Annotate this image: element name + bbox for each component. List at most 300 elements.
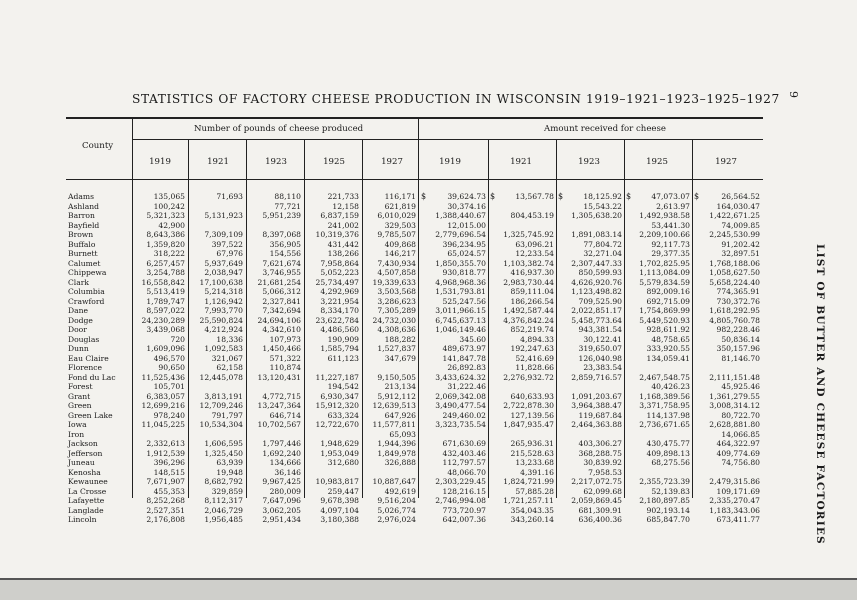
amount-cell: 774,365.91: [716, 287, 760, 296]
county-name: Florence: [68, 363, 103, 372]
year-header-rule: [66, 179, 763, 180]
pounds-cell: 5,052,223: [320, 268, 359, 277]
amount-cell: [426, 430, 486, 440]
pounds-cell: 7,342,694: [262, 306, 301, 315]
amount-cell: 2,059,869.45: [571, 496, 622, 505]
county-name: Columbia: [68, 287, 105, 296]
amount-cell: 2,355,723.39: [639, 477, 690, 486]
amount-cell: 409,774.69: [716, 448, 760, 458]
pounds-cell: 1,585,794: [320, 344, 359, 353]
county-name: Clark: [68, 277, 89, 287]
pounds-cell: 4,772,715: [262, 391, 301, 401]
amount-cell: 430,475.77: [646, 439, 690, 448]
amount-cell: 636,400.36: [578, 515, 622, 524]
amount-cell: [632, 468, 690, 478]
amount-cell: 2,983,730.44: [503, 277, 554, 287]
amount-cell: 63,096.21: [515, 239, 554, 249]
amount-cell: 416,937.30: [510, 268, 554, 277]
year-header: 1925: [646, 157, 668, 167]
pounds-cell: 5,066,312: [262, 287, 301, 296]
amount-cell: 2,180,897.85: [639, 496, 690, 505]
amount-cell: 2,111,151.48: [709, 372, 760, 382]
pounds-cell: 135,065: [153, 192, 185, 201]
amount-cell: 850,599.93: [578, 268, 622, 277]
amount-cell: 1,702,825.95: [639, 258, 690, 268]
amount-cell: 5,458,773.64: [571, 315, 622, 325]
county-name: Door: [68, 325, 87, 334]
amount-cell: 2,335,270.47: [709, 496, 760, 505]
pounds-cell: 8,112,317: [204, 496, 243, 505]
amount-cell: 1,058,627.50: [709, 268, 760, 277]
year-header: 1921: [510, 157, 532, 167]
pounds-cell: 90,650: [158, 363, 185, 372]
pounds-cell: 24,732,030: [372, 315, 416, 325]
amount-cell: 1,618,292.95: [709, 306, 760, 315]
amount-cell: 2,307,447.33: [571, 258, 622, 268]
amount-cell: [496, 430, 554, 440]
pounds-cell: 397,522: [211, 239, 243, 249]
pounds-cell: 107,973: [269, 334, 301, 344]
amount-cell: 52,139.83: [651, 486, 690, 496]
amount-cell: 29,377.35: [651, 249, 690, 258]
amount-cell: 368,288.75: [578, 448, 622, 458]
pounds-cell: 11,525,436: [141, 372, 185, 382]
pounds-cell: 3,439,068: [146, 325, 185, 334]
pounds-cell: 1,450,466: [262, 344, 301, 353]
amount-cell: 2,209,100.66: [639, 230, 690, 239]
pounds-cell: [305, 430, 359, 440]
amount-cell: 403,306.27: [578, 439, 622, 448]
pounds-cell: 2,951,434: [262, 515, 301, 524]
amount-cell: 6,745,637.13: [435, 315, 486, 325]
dollar-sign: $: [694, 192, 700, 201]
pounds-cell: 5,131,923: [204, 211, 243, 220]
amount-cell: 3,433,624.32: [435, 372, 486, 382]
dollar-sign: $: [558, 192, 564, 201]
dollar-sign: $: [626, 192, 632, 201]
pounds-cell: 4,097,104: [320, 505, 359, 515]
amount-cell: 26,564.52: [721, 192, 760, 201]
group-divider: [418, 117, 419, 498]
page-title: STATISTICS OF FACTORY CHEESE PRODUCTION IN WISCONSIN 1919–1921–1923–1925–1927: [132, 92, 780, 106]
year-header: 1919: [439, 157, 461, 167]
amount-cell: 640,633.93: [510, 391, 554, 401]
amount-cell: 1,824,721.99: [503, 477, 554, 486]
pounds-cell: 6,010,029: [377, 211, 416, 220]
pounds-cell: 8,397,068: [262, 230, 301, 239]
pounds-cell: 1,849,978: [377, 448, 416, 458]
amount-cell: 2,069,342.08: [435, 391, 486, 401]
amount-cell: [496, 221, 554, 231]
pounds-cell: 12,445,078: [199, 372, 243, 382]
pounds-cell: 9,150,505: [377, 372, 416, 382]
pounds-cell: 356,905: [269, 239, 301, 249]
amount-cell: 1,847,935.47: [503, 420, 554, 429]
amount-cell: 343,260.14: [510, 515, 554, 524]
pounds-cell: 347,679: [384, 353, 416, 363]
county-name: Crawford: [68, 296, 105, 306]
amount-cell: 12,015.00: [447, 220, 486, 230]
county-name: Green: [68, 401, 92, 410]
amount-cell: 928,611.92: [646, 325, 690, 334]
pounds-cell: [363, 468, 416, 478]
county-name: Douglas: [68, 334, 100, 344]
pounds-cell: 134,666: [269, 458, 301, 467]
amount-cell: 65,024.57: [447, 249, 486, 258]
pounds-cell: 7,621,674: [262, 258, 301, 268]
pounds-cell: 1,948,629: [320, 439, 359, 448]
amount-cell: 81,146.70: [721, 353, 760, 363]
amount-cell: 432,403.46: [442, 448, 486, 458]
pounds-cell: 241,002: [327, 220, 359, 230]
amount-cell: 192,247.63: [510, 344, 554, 353]
county-name: Dane: [68, 306, 89, 315]
pounds-cell: 4,292,969: [320, 287, 359, 296]
year-header: 1927: [381, 157, 403, 167]
amount-1923-column: [564, 192, 622, 525]
pounds-cell: 646,714: [269, 410, 301, 420]
pounds-cell: 100,242: [153, 201, 185, 211]
pounds-cell: 65,093: [389, 429, 416, 439]
pounds-cell: [189, 430, 243, 440]
amount-cell: 930,818.77: [442, 268, 486, 277]
amount-cell: 114,137.98: [646, 410, 690, 420]
amount-cell: 1,768,188.06: [709, 258, 760, 268]
amount-cell: 3,011,966.15: [435, 306, 486, 315]
amount-cell: 128,216.15: [442, 486, 486, 496]
pounds-cell: 10,702,567: [257, 420, 301, 429]
pounds-1921-column: [189, 192, 243, 525]
pounds-cell: 19,339,633: [372, 277, 416, 287]
county-name: Chippewa: [68, 268, 107, 277]
amount-cell: 4,626,920.76: [571, 277, 622, 287]
pounds-cell: 2,332,613: [146, 439, 185, 448]
amount-cell: 1,754,869.99: [639, 306, 690, 315]
pounds-cell: [132, 430, 185, 440]
pounds-cell: 19,948: [216, 467, 243, 477]
amount-cell: 943,381.54: [578, 325, 622, 334]
amount-cell: 13,567.78: [515, 192, 554, 201]
amount-cell: 673,411.77: [716, 515, 760, 524]
pounds-cell: 11,227,187: [315, 372, 359, 382]
pounds-cell: 12,722,670: [315, 420, 359, 429]
county-name: Dodge: [68, 315, 93, 325]
pounds-cell: 88,110: [274, 192, 301, 201]
amount-cell: 249,460.02: [442, 410, 486, 420]
pounds-cell: 21,681,254: [257, 277, 301, 287]
pounds-cell: 188,282: [384, 334, 416, 344]
amount-cell: 1,492,938.58: [639, 211, 690, 220]
pounds-cell: 571,322: [269, 353, 301, 363]
pounds-cell: 1,527,837: [377, 344, 416, 353]
county-name: Adams: [68, 192, 94, 201]
amount-cell: 47,073.07: [651, 192, 690, 201]
county-name: Iowa: [68, 420, 87, 429]
amount-cell: [564, 221, 622, 231]
pounds-cell: 3,254,788: [146, 268, 185, 277]
pounds-group-header: Number of pounds of cheese produced: [194, 124, 364, 134]
amount-cell: 40,426.23: [651, 382, 690, 391]
pounds-cell: 1,944,396: [377, 439, 416, 448]
amount-cell: 685,847.70: [646, 515, 690, 524]
amount-cell: 2,859,716.57: [571, 372, 622, 382]
amount-cell: 2,276,932.72: [503, 372, 554, 382]
pounds-cell: 611,123: [327, 353, 359, 363]
amount-cell: 11,828.66: [515, 363, 554, 372]
amount-cell: 4,391.16: [520, 467, 554, 477]
county-name: Green Lake: [68, 410, 113, 420]
pounds-cell: 9,967,425: [262, 477, 301, 486]
county-name: Kenosha: [68, 467, 101, 477]
county-name: Bayfield: [68, 220, 100, 230]
pounds-cell: 2,527,351: [146, 505, 185, 515]
pounds-cell: 1,126,942: [204, 296, 243, 306]
amount-cell: 642,007.36: [442, 515, 486, 524]
pounds-cell: 1,092,583: [204, 344, 243, 353]
dollar-sign: $: [421, 192, 427, 201]
amount-cell: 32,897.51: [721, 249, 760, 258]
amount-1921-column: [496, 192, 554, 525]
amount-cell: 30,122.41: [583, 334, 622, 344]
county-name: Buffalo: [68, 239, 96, 249]
pounds-cell: 978,240: [153, 410, 185, 420]
county-name: Calumet: [68, 258, 101, 268]
pounds-cell: 326,888: [384, 458, 416, 467]
pounds-cell: 791,797: [211, 410, 243, 420]
amount-cell: 134,059.41: [646, 353, 690, 363]
amount-cell: 26,892.83: [447, 363, 486, 372]
amount-cell: [632, 363, 690, 373]
col-divider: [624, 139, 625, 498]
pounds-cell: 17,100,638: [199, 277, 243, 287]
pounds-cell: 5,912,112: [377, 391, 416, 401]
pounds-1927-column: [363, 192, 416, 525]
pounds-cell: 8,643,386: [146, 230, 185, 239]
pounds-cell: 318,222: [153, 249, 185, 258]
county-name: Jefferson: [68, 448, 103, 458]
amount-cell: 1,123,498.82: [571, 287, 622, 296]
pounds-cell: 3,180,388: [320, 515, 359, 524]
amount-cell: 32,271.04: [583, 249, 622, 258]
pounds-cell: 1,692,240: [262, 448, 301, 458]
amount-cell: 39,624.73: [447, 192, 486, 201]
amount-cell: 1,046,149.46: [435, 325, 486, 334]
pounds-cell: [247, 221, 301, 231]
amount-cell: [632, 430, 690, 440]
pounds-cell: 3,813,191: [204, 391, 243, 401]
amount-cell: 45,925.46: [721, 382, 760, 391]
pounds-cell: 11,577,811: [372, 420, 416, 429]
amount-cell: [700, 468, 760, 478]
pounds-cell: 329,503: [384, 220, 416, 230]
county-name: Brown: [68, 230, 94, 239]
amount-cell: 30,374.16: [447, 201, 486, 211]
county-name: Lafayette: [68, 496, 105, 505]
amount-cell: 109,171.69: [716, 486, 760, 496]
pounds-cell: 18,336: [216, 334, 243, 344]
county-name: Barron: [68, 211, 95, 220]
amount-cell: 5,579,834.59: [639, 277, 690, 287]
year-header: 1923: [578, 157, 600, 167]
pounds-cell: 77,721: [274, 201, 301, 211]
pounds-cell: 12,639,513: [372, 401, 416, 410]
amount-cell: 48,758.65: [651, 334, 690, 344]
amount-cell: 2,217,072.75: [571, 477, 622, 486]
side-title: LIST OF BUTTER AND CHEESE FACTORIES: [814, 244, 826, 545]
amount-cell: 464,322.97: [716, 439, 760, 448]
pounds-cell: 5,513,419: [146, 287, 185, 296]
amount-cell: 1,168,389.56: [639, 391, 690, 401]
amount-cell: 3,371,758.95: [639, 401, 690, 410]
col-divider: [556, 139, 557, 498]
pounds-cell: 105,701: [153, 382, 185, 391]
year-header: 1925: [323, 157, 345, 167]
year-header: 1919: [149, 157, 171, 167]
county-name: Grant: [68, 391, 91, 401]
pounds-cell: 5,214,318: [204, 287, 243, 296]
col-divider: [692, 139, 693, 498]
pounds-cell: 2,976,024: [377, 515, 416, 524]
amount-cell: 14,066.85: [721, 429, 760, 439]
pounds-cell: 3,062,205: [262, 505, 301, 515]
amount-cell: 119,687.84: [578, 410, 622, 420]
county-name: Fond du Lac: [68, 372, 116, 382]
pounds-cell: 11,045,225: [141, 420, 185, 429]
amount-cell: 2,746,994.08: [435, 496, 486, 505]
amount-cell: 74,009.85: [721, 220, 760, 230]
amount-cell: 265,936.31: [510, 439, 554, 448]
amount-cell: 23,383.54: [583, 363, 622, 372]
pounds-cell: 71,693: [216, 192, 243, 201]
amount-cell: 1,422,671.25: [709, 211, 760, 220]
amount-cell: 3,964,388.47: [571, 401, 622, 410]
county-name: Jackson: [68, 439, 98, 448]
pounds-cell: 7,309,109: [204, 230, 243, 239]
amount-cell: 982,228.46: [716, 325, 760, 334]
pounds-cell: 23,622,784: [315, 315, 359, 325]
amount-cell: 4,376,842.24: [503, 315, 554, 325]
pounds-cell: 5,026,774: [377, 505, 416, 515]
amount-1919-column: [426, 192, 486, 525]
pounds-cell: 7,958,864: [320, 258, 359, 268]
amount-cell: 141,847.78: [442, 353, 486, 363]
pounds-cell: 13,247,364: [257, 401, 301, 410]
pounds-cell: 7,671,907: [146, 477, 185, 486]
amount-cell: 319,650.07: [578, 344, 622, 353]
amount-cell: 186,266.54: [510, 296, 554, 306]
amount-cell: 333,920.55: [646, 344, 690, 353]
county-name: Kewaunee: [68, 477, 108, 486]
pounds-cell: 7,305,289: [377, 306, 416, 315]
amount-cell: [700, 363, 760, 373]
pounds-cell: 621,819: [384, 201, 416, 211]
pounds-cell: 7,993,770: [204, 306, 243, 315]
pounds-cell: 1,325,450: [204, 448, 243, 458]
table-top-rule: [66, 117, 763, 119]
amount-cell: 681,309.91: [578, 505, 622, 515]
pounds-cell: 1,359,820: [146, 239, 185, 249]
pounds-cell: 720: [170, 334, 185, 344]
amount-cell: 80,722.70: [721, 410, 760, 420]
pounds-cell: 6,383,057: [146, 391, 185, 401]
amount-cell: 164,030.47: [716, 201, 760, 211]
pounds-cell: 1,953,049: [320, 448, 359, 458]
scan-edge: [0, 580, 857, 600]
county-name: Forest: [68, 382, 93, 391]
pounds-cell: 9,516,204: [377, 496, 416, 505]
pounds-cell: 10,887,647: [372, 477, 416, 486]
pounds-cell: 7,647,096: [262, 496, 301, 505]
amount-cell: 3,008,314.12: [709, 401, 760, 410]
county-name: Juneau: [68, 458, 95, 467]
pounds-cell: 24,694,106: [257, 315, 301, 325]
amount-1927-column: [700, 192, 760, 525]
pounds-cell: 280,009: [269, 486, 301, 496]
pounds-cell: 396,296: [153, 458, 185, 467]
pounds-cell: [189, 221, 243, 231]
pounds-cell: 10,983,817: [315, 477, 359, 486]
amount-1925-column: [632, 192, 690, 525]
pounds-cell: 110,874: [269, 363, 301, 372]
pounds-cell: [189, 382, 243, 392]
pounds-cell: 2,046,729: [204, 505, 243, 515]
pounds-cell: 62,158: [216, 363, 243, 372]
amount-cell: 2,303,229.45: [435, 477, 486, 486]
pounds-cell: 2,327,841: [262, 296, 301, 306]
pounds-cell: [363, 363, 416, 373]
pounds-cell: 5,937,649: [204, 258, 243, 268]
county-name: Iron: [68, 429, 85, 439]
amount-cell: 1,891,083.14: [571, 230, 622, 239]
pounds-cell: 13,120,431: [257, 372, 301, 382]
amount-cell: 409,898.13: [646, 448, 690, 458]
pounds-cell: 190,909: [327, 334, 359, 344]
amount-cell: 859,111.04: [510, 287, 554, 296]
amount-cell: 91,202.42: [721, 239, 760, 249]
amount-group-header: Amount received for cheese: [544, 124, 667, 134]
pounds-cell: 5,321,323: [146, 211, 185, 220]
amount-cell: 62,099.68: [583, 486, 622, 496]
statistics-table: [66, 117, 763, 524]
amount-cell: 112,797.57: [442, 458, 486, 467]
amount-cell: 2,464,363.88: [571, 420, 622, 429]
amount-cell: 396,234.95: [442, 239, 486, 249]
amount-cell: 2,722,878.30: [503, 401, 554, 410]
pounds-cell: 3,503,568: [377, 287, 416, 296]
pounds-cell: 1,912,539: [146, 448, 185, 458]
amount-cell: 2,628,881.80: [709, 420, 760, 429]
pounds-cell: 116,171: [384, 192, 416, 201]
county-column: [68, 192, 130, 525]
amount-cell: 773,720.97: [442, 505, 486, 515]
pounds-cell: 321,067: [211, 353, 243, 363]
year-header: 1921: [207, 157, 229, 167]
amount-cell: 902,193.14: [646, 505, 690, 515]
page-number: 9: [787, 91, 800, 98]
amount-cell: 1,388,440.67: [435, 211, 486, 220]
pounds-cell: 25,734,497: [315, 277, 359, 287]
county-name: La Crosse: [68, 486, 107, 496]
amount-cell: 1,492,587.44: [503, 306, 554, 315]
amount-cell: 2,022,851.17: [571, 306, 622, 315]
amount-cell: 4,894.33: [520, 334, 554, 344]
pounds-cell: 12,699,216: [141, 401, 185, 410]
county-name: Ashland: [68, 201, 99, 211]
pounds-cell: 1,797,446: [262, 439, 301, 448]
pounds-cell: 492,619: [384, 486, 416, 496]
amount-cell: 127,139.56: [510, 410, 554, 420]
amount-cell: 48,066.70: [447, 467, 486, 477]
